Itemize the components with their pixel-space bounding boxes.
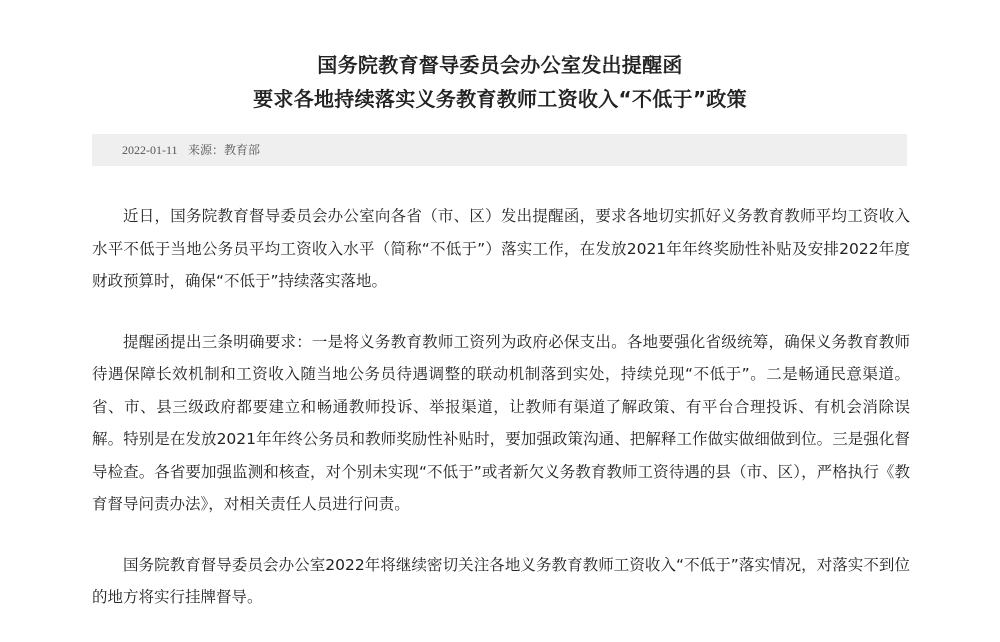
paragraph: 国务院教育督导委员会办公室2022年将继续密切关注各地义务教育教师工资收入“不低于”落实情况，对落实不到位的地方将实行挂牌督导。: [92, 555, 910, 606]
article-body: [92, 200, 910, 642]
title-line-2: 要求各地持续落实义务教育教师工资收入“不低于”政策: [253, 87, 747, 111]
title-line-1: 国务院教育督导委员会办公室发出提醒函: [317, 53, 683, 77]
paragraph: 提醒函提出三条明确要求：一是将义务教育教师工资列为政府必保支出。各地要强化省级统筹，确保义务教育教师待遇保障长效机制和工资收入随当地公务员待遇调整的联动机制落到实处，持续兑现“不低于”。二是畅通民意渠道。省、市、县三级政府都要建立和畅通教师投诉、举报渠道，让教师有渠道了解政策、有平台合理投诉、有机会消除误解。特别是在发放2021年年终公务员和教师奖励性补贴时，要加强政策沟通、把解释工作做实做细做到位。三是强化督导检查。各省要加强监测和核查，对个别未实现“不低于”或者新欠义务教育教师工资待遇的县（市、区），严格执行《教育督导问责办法》，对相关责任人员进行问责。: [92, 332, 910, 513]
publish-date: 2022-01-11: [122, 143, 178, 157]
meta-bar: [92, 134, 907, 166]
paragraph: 近日，国务院教育督导委员会办公室向各省（市、区）发出提醒函，要求各地切实抓好义务教育教师平均工资收入水平不低于当地公务员平均工资收入水平（简称“不低于”）落实工作，在发放2021年年终奖励性补贴及安排2022年度财政预算时，确保“不低于”持续落实落地。: [92, 207, 910, 290]
source-label: 来源：教育部: [188, 143, 261, 157]
article-title: [0, 48, 1000, 116]
